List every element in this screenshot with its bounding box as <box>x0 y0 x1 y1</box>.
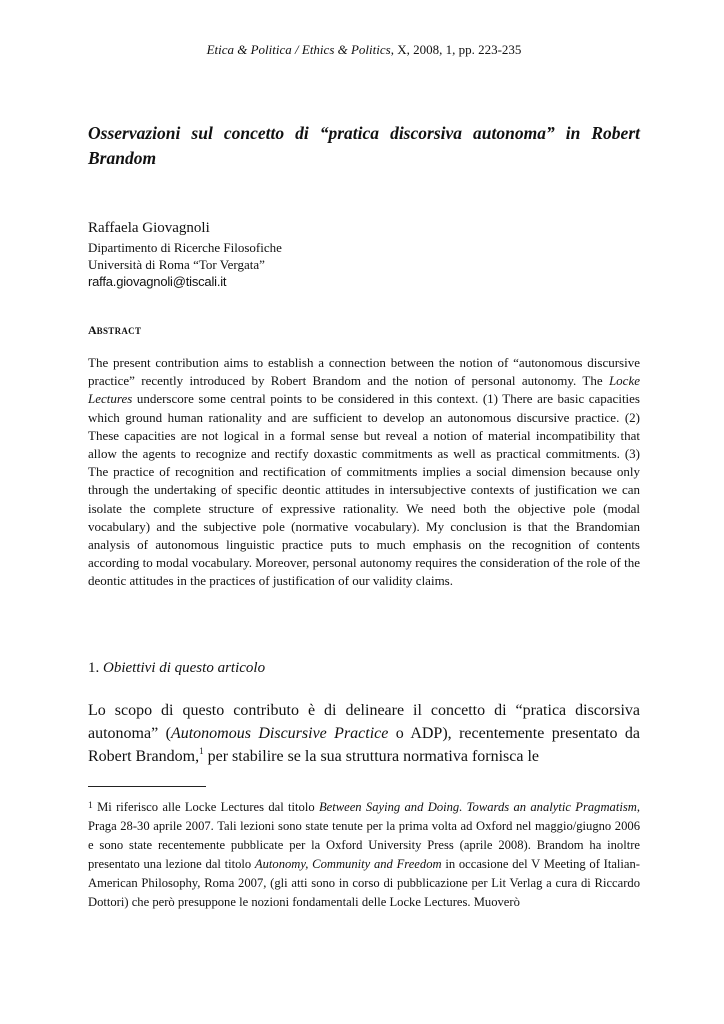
abstract-part-1: The present contribution aims to establish a connection between the notion of “autonomous discursive practice” recently introduced by Robert Brandom and the notion of personal autonomy. The <box>88 355 640 389</box>
section-number: 1. <box>88 660 103 676</box>
footnote-part-3: in occasione del V Meeting of Italian-American Philosophy, Roma 2007, (gli atti sono in corso di pubblicazione per Lit Verlag a cura di Riccardo Dottori) che però presuppone le nozioni fondamentali delle Locke Lectures. Muoverò <box>88 857 640 909</box>
body-emphasis: Autonomous Discursive Practice <box>170 725 389 742</box>
abstract-emphasis: Locke Lectures <box>88 373 640 407</box>
body-part-1: Lo scopo di questo contributo è di delineare il concetto di “pratica discorsiva autonoma” ( <box>88 702 640 742</box>
running-head <box>88 42 640 58</box>
body-paragraph <box>88 699 640 768</box>
footnote <box>88 797 640 912</box>
footnote-part-1: Mi riferisco alle Locke Lectures dal titolo <box>92 800 319 814</box>
abstract-heading-rest: BSTRACT <box>96 326 142 336</box>
footnote-emphasis-1: Between Saying and Doing. Towards an analytic Pragmatism <box>318 800 637 814</box>
abstract-part-2: underscore some central points to be considered in this context. (1) There are basic capacities which ground human rationality and are sufficient to develop an autonomous discursive practice. (2) These capacities are not logical in a formal sense but reveal a notion of material incompatibility that allow the agents to recognize and rectify doxastic commitments as well as practical commitments. (3) The practice of recognition and rectification of commitments implies a social dimension because only through the undertaking of specific deontic attitudes in intersubjective contexts of justification we can isolate the complete structure of expressive rationality. We need both the objective pole (modal vocabulary) and the subjective pole (normative vocabulary). My conclusion is that the Brandomian analysis of autonomous linguistic practice puts to much emphasis on the recognition of contents according to modal vocabulary. Moreover, personal autonomy requires the consideration of the role of the deontic attitudes in the practices of justification of our validity claims. <box>88 391 640 589</box>
abstract-heading-initial: A <box>88 323 97 337</box>
author-email[interactable]: raffa.giovagnoli@tiscali.it <box>88 274 227 289</box>
journal-name: Etica & Politica / Ethics & Politics <box>206 42 391 57</box>
author-department: Dipartimento di Ricerche Filosofiche <box>88 240 282 255</box>
abstract-heading <box>88 323 141 338</box>
body-part-2: o ADP), recentemente presentato da Robert Brandom, <box>88 725 641 765</box>
footnote-mark: 1 <box>88 801 93 811</box>
author-name: Raffaela Giovagnoli <box>88 220 210 236</box>
article-title: Osservazioni sul concetto di “pratica discorsiva autonoma” in Robert Brandom <box>88 123 640 168</box>
journal-details: , X, 2008, 1, pp. 223-235 <box>390 42 522 57</box>
section-title: Obiettivi di questo articolo <box>103 660 266 676</box>
footnote-reference[interactable]: 1 <box>199 746 204 756</box>
footnote-part-2: , Praga 28-30 aprile 2007. Tali lezioni sono state tenute per la prima volta ad Oxford nel maggio/giugno 2006 e sono state recentemente pubblicate per la Oxford University Press (aprile 2008). Brandom ha inoltre presentato una lezione dal titolo <box>88 800 640 871</box>
section-heading <box>88 660 265 677</box>
body-part-3: per stabilire se la sua struttura normativa fornisca le <box>203 748 540 765</box>
footnote-emphasis-2: Autonomy, Community and Freedom <box>254 857 442 871</box>
abstract-text <box>88 354 640 591</box>
author-university: Università di Roma “Tor Vergata” <box>88 257 265 272</box>
footnote-divider <box>88 786 206 787</box>
